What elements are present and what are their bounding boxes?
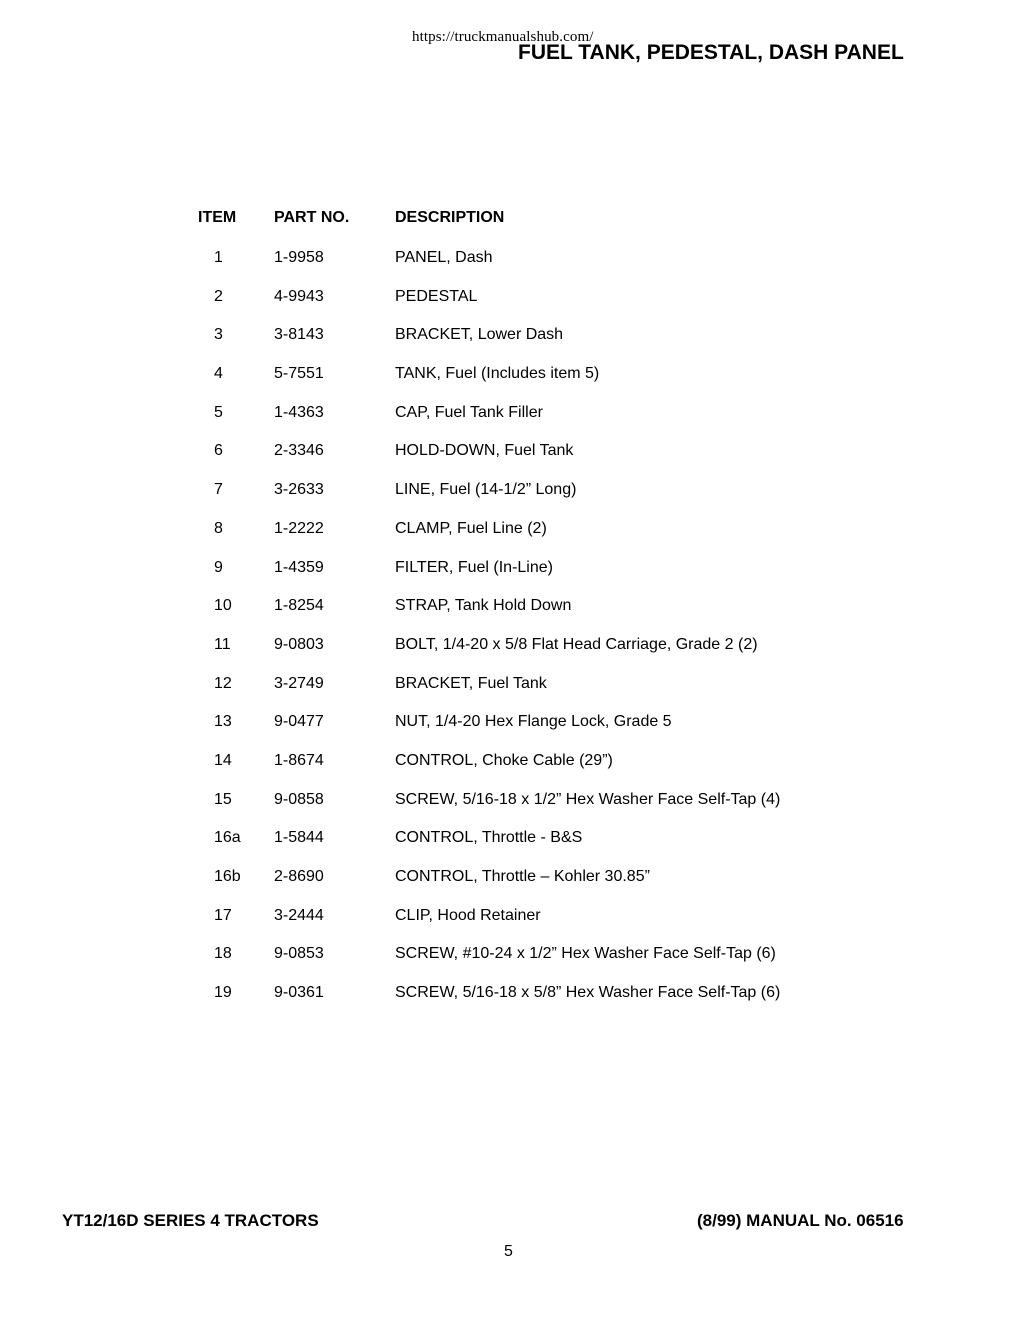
part-number: 1-9958: [274, 249, 324, 266]
item-number: 16a: [214, 829, 241, 847]
part-number: 9-0853: [274, 945, 324, 963]
part-description: PEDESTAL: [395, 287, 478, 305]
part-number: 1-2222: [274, 519, 324, 537]
column-header-item: ITEM: [198, 209, 237, 226]
part-number: 9-0858: [274, 790, 324, 808]
part-number: 5-7551: [274, 365, 324, 383]
item-number: 8: [214, 519, 223, 537]
part-description: BRACKET, Fuel Tank: [395, 674, 547, 692]
item-number: 5: [214, 403, 223, 421]
item-number: 7: [214, 481, 223, 499]
part-number: 9-0477: [274, 713, 324, 731]
part-number: 1-5844: [274, 829, 324, 847]
part-number: 1-4363: [274, 403, 324, 421]
item-number: 19: [214, 984, 232, 1002]
part-number: 1-4359: [274, 558, 324, 576]
item-number: 13: [214, 713, 232, 731]
part-description: STRAP, Tank Hold Down: [395, 597, 572, 615]
part-number: 1-8254: [274, 597, 324, 615]
item-number: 14: [214, 751, 232, 769]
footer-series: YT12/16D SERIES 4 TRACTORS: [62, 1211, 319, 1230]
part-number: 2-8690: [274, 868, 324, 885]
item-number: 18: [214, 945, 232, 963]
footer-manual-number: (8/99) MANUAL No. 06516: [697, 1211, 904, 1230]
part-description: CAP, Fuel Tank Filler: [395, 403, 543, 421]
part-number: 9-0803: [274, 635, 324, 653]
column-header-description: DESCRIPTION: [395, 209, 505, 226]
part-number: 3-2633: [274, 481, 324, 499]
page-number: 5: [504, 1243, 513, 1260]
part-description: BOLT, 1/4-20 x 5/8 Flat Head Carriage, Grade 2 (2): [395, 635, 758, 653]
item-number: 6: [214, 442, 223, 460]
item-number: 12: [214, 674, 232, 692]
part-number: 9-0361: [274, 984, 324, 1002]
item-number: 2: [214, 287, 223, 305]
part-description: SCREW, 5/16-18 x 5/8” Hex Washer Face Self-Tap (6): [395, 984, 781, 1002]
part-description: CLIP, Hood Retainer: [395, 906, 541, 924]
item-number: 1: [214, 249, 223, 266]
page-title: FUEL TANK, PEDESTAL, DASH PANEL: [518, 41, 904, 64]
item-number: 11: [214, 635, 231, 653]
part-description: LINE, Fuel (14-1/2” Long): [395, 481, 577, 499]
source-url: https://truckmanualshub.com/: [412, 29, 594, 45]
part-number: 1-8674: [274, 751, 324, 769]
part-number: 3-8143: [274, 326, 324, 344]
part-number: 2-3346: [274, 442, 324, 460]
part-description: FILTER, Fuel (In-Line): [395, 558, 553, 576]
part-description: CLAMP, Fuel Line (2): [395, 519, 547, 537]
item-number: 10: [214, 597, 232, 615]
part-description: NUT, 1/4-20 Hex Flange Lock, Grade 5: [395, 713, 672, 731]
part-description: HOLD-DOWN, Fuel Tank: [395, 442, 574, 460]
item-number: 4: [214, 365, 223, 383]
part-description: PANEL, Dash: [395, 249, 493, 266]
item-number: 15: [214, 790, 232, 808]
item-number: 17: [214, 906, 232, 924]
part-description: CONTROL, Choke Cable (29”): [395, 751, 613, 769]
part-description: SCREW, #10-24 x 1/2” Hex Washer Face Self-Tap (6): [395, 945, 776, 963]
part-description: BRACKET, Lower Dash: [395, 326, 564, 344]
item-number: 3: [214, 326, 223, 344]
part-description: CONTROL, Throttle - B&S: [395, 829, 583, 847]
part-number: 3-2749: [274, 674, 324, 692]
part-description: SCREW, 5/16-18 x 1/2” Hex Washer Face Self-Tap (4): [395, 790, 781, 808]
item-number: 16b: [214, 868, 241, 885]
part-description: TANK, Fuel (Includes item 5): [395, 365, 600, 383]
part-description: CONTROL, Throttle – Kohler 30.85”: [395, 868, 650, 885]
column-header-part-no: PART NO.: [274, 209, 350, 226]
part-number: 4-9943: [274, 287, 324, 305]
item-number: 9: [214, 558, 223, 576]
part-number: 3-2444: [274, 906, 324, 924]
